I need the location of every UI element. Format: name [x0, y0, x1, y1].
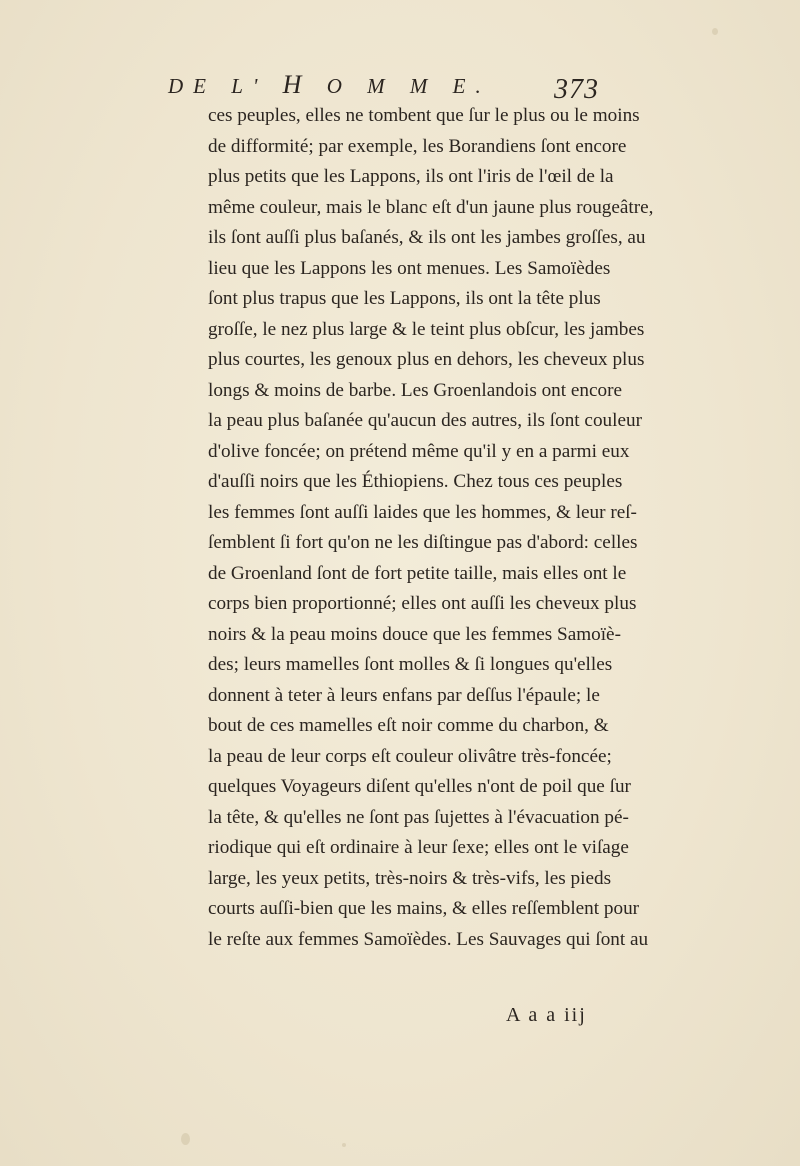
- text-line: la peau de leur corps eſt couleur olivâtre très-foncée;: [208, 745, 612, 767]
- text-line: de Groenland ſont de fort petite taille, mais elles ont le: [208, 562, 627, 584]
- text-line: large, les yeux petits, très-noirs & très-vifs, les pieds: [208, 867, 612, 889]
- running-head-part: E.: [452, 74, 491, 98]
- paper-stain: [342, 1143, 346, 1147]
- running-head-part: M: [367, 74, 395, 98]
- text-line: des; leurs mamelles ſont molles & ſi longues qu'elles: [208, 654, 613, 675]
- text-line: ſont plus trapus que les Lappons, ils ont la tête plus: [208, 288, 601, 309]
- running-head-part: M: [409, 74, 438, 98]
- text-line: de difformité; par exemple, les Borandiens ſont encore: [208, 135, 627, 157]
- text-line: la tête, & qu'elles ne ſont pas ſujettes à l'évacuation pé-: [208, 806, 629, 828]
- text-line: donnent à teter à leurs enfans par deſſus l'épaule; le: [208, 684, 600, 706]
- text-line: la peau plus baſanée qu'aucun des autres, ils ſont couleur: [208, 410, 642, 431]
- running-head: [168, 70, 598, 100]
- text-line: groſſe, le nez plus large & le teint plus obſcur, les jambes: [208, 318, 645, 340]
- text-line: d'olive foncée; on prétend même qu'il y en a parmi eux: [208, 440, 630, 462]
- paper-stain: [181, 1133, 190, 1145]
- signature-mark: A a a iij: [506, 1004, 587, 1026]
- paper-stain: [712, 28, 718, 35]
- text-line: plus petits que les Lappons, ils ont l'iris de l'œil de la: [208, 166, 614, 187]
- running-head-part: H: [282, 70, 312, 99]
- text-line: riodique qui eſt ordinaire à leur ſexe; elles ont le viſage: [208, 837, 629, 858]
- text-line: ces peuples, elles ne tombent que ſur le plus ou le moins: [208, 105, 640, 126]
- text-line: ils ſont auſſi plus baſanés, & ils ont les jambes groſſes, au: [208, 227, 646, 248]
- text-line: quelques Voyageurs diſent qu'elles n'ont de poil que ſur: [208, 776, 631, 797]
- text-line: lieu que les Lappons les ont menues. Les Samoïèdes: [208, 257, 611, 279]
- body-text: [208, 101, 654, 955]
- text-line: ſemblent ſi fort qu'on ne les diſtingue pas d'abord: celles: [208, 532, 638, 553]
- text-line: longs & moins de barbe. Les Groenlandois ont encore: [208, 379, 623, 401]
- text-line: corps bien proportionné; elles ont auſſi les cheveux plus: [208, 593, 637, 614]
- text-line: le reſte aux femmes Samoïèdes. Les Sauvages qui ſont au: [208, 928, 649, 950]
- running-head-part: DE: [168, 74, 216, 98]
- text-line: noirs & la peau moins douce que les femmes Samoïè-: [208, 623, 621, 645]
- text-line: les femmes ſont auſſi laides que les hommes, & leur reſ-: [208, 501, 637, 523]
- running-head-part: L': [231, 74, 268, 98]
- text-line: courts auſſi-bien que les mains, & elles reſſemblent pour: [208, 898, 640, 919]
- text-line: d'auſſi noirs que les Éthiopiens. Chez tous ces peuples: [208, 471, 623, 492]
- text-line: même couleur, mais le blanc eſt d'un jaune plus rougeâtre,: [208, 196, 654, 218]
- page-number: 373: [554, 74, 599, 105]
- text-line: bout de ces mamelles eſt noir comme du charbon, &: [208, 715, 609, 736]
- running-head-part: O: [326, 74, 352, 98]
- text-line: plus courtes, les genoux plus en dehors, les cheveux plus: [208, 349, 645, 370]
